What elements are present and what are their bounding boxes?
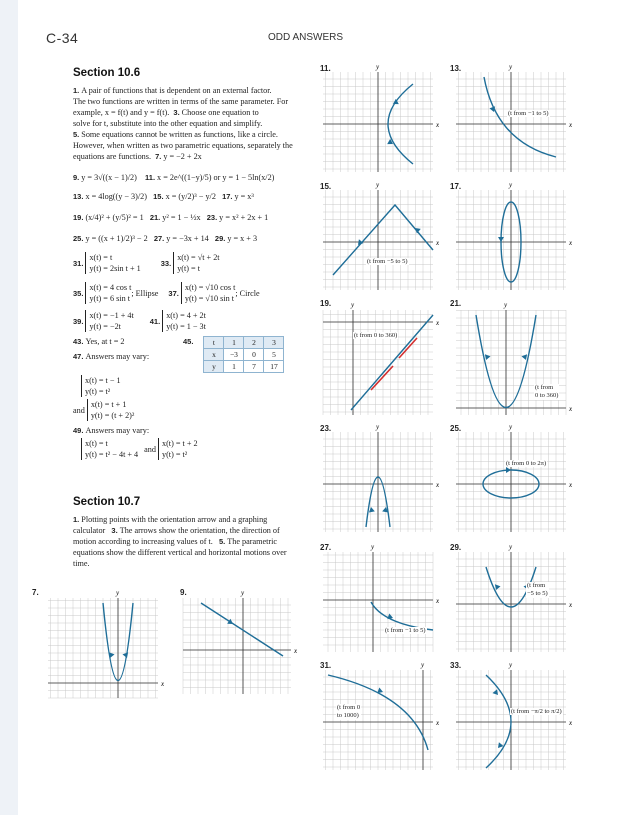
x-axis-label: x <box>569 239 573 247</box>
answer-45-table: t 1 2 3 x −3 0 5 y 1 7 17 <box>203 336 284 373</box>
x-axis-label: x <box>436 121 440 129</box>
x-axis-label: x <box>436 481 440 489</box>
section-10-6 <box>73 68 325 460</box>
answer-47: x(t) = t − 1 y(t) = t² and x(t) = t + 1 y(t) = (t + 2)² <box>73 375 325 421</box>
y-axis-label: y <box>376 63 380 71</box>
graph-27-note: (t from −1 to 5) <box>385 627 426 634</box>
orientation-arrow <box>498 237 504 242</box>
x-axis-label: x <box>436 239 440 247</box>
x-axis-label: x <box>161 680 165 688</box>
y-axis-label: y <box>509 63 513 71</box>
highlight-segment <box>371 366 393 390</box>
answers-13-17: 13. x = 4log((y − 3)/2) 15. x = (y/2)³ − y/2 17. y = x³ <box>73 192 254 201</box>
y-axis-label: y <box>116 589 120 597</box>
y-axis-label: y <box>351 301 355 309</box>
orientation-arrow <box>107 652 114 659</box>
y-axis-label: y <box>376 423 380 431</box>
answer-1: 1. A pair of functions that is dependent on an external factor. The two functions are written in terms of the same parameter. For example, x = f(t) and y = f(t). 3. Choose one equation to solve for t, substitute into the other equation and simplify. 5. Some equations cannot be written as functions, like a circle. However, when written as two parametric equations, separately the equations are functions. 7. y = −2 + 2x <box>73 86 293 161</box>
graph-13-label: 13. <box>450 64 462 73</box>
y-axis-label: y <box>241 589 245 597</box>
y-axis-label: y <box>421 661 425 669</box>
graph-9 <box>183 589 298 694</box>
graph-21-label: 21. <box>450 299 462 308</box>
graph-29-label: 29. <box>450 543 462 552</box>
page-title: ODD ANSWERS <box>268 32 344 43</box>
y-axis-label: y <box>371 543 375 551</box>
graph-29-note: (t from −5 to 5) <box>527 582 548 597</box>
answer-49: 49. Answers may vary: x(t) = t y(t) = t² − 4t + 4 and x(t) = t + 2 y(t) = t² <box>73 426 198 459</box>
y-axis-label: y <box>376 181 380 189</box>
highlight-segment <box>399 338 417 358</box>
graph-31-note: (t from 0 to 1000) <box>337 704 361 719</box>
answers-1-5: 1. Plotting points with the orientation arrow and a graphing calculator 3. The arrows show the orientation, the direction of motion according to increasing values of t. 5. The parametric equations show the different vertical and horizontal motions over time. <box>73 515 287 568</box>
x-axis-label: x <box>294 647 298 655</box>
curve-33 <box>486 675 511 768</box>
graph-19-note: (t from 0 to 360) <box>354 332 398 339</box>
page <box>18 0 630 815</box>
y-axis-label: y <box>509 543 513 551</box>
graph-27-label: 27. <box>320 543 332 552</box>
graph-7 <box>48 589 165 698</box>
graph-21-note: (t from 0 to 360) <box>535 384 559 399</box>
graph-17-label: 17. <box>450 182 462 191</box>
graph-11-label: 11. <box>320 64 331 73</box>
x-axis-label: x <box>569 405 573 413</box>
x-axis-label: x <box>569 719 573 727</box>
graph-33-note: (t from −π/2 to π/2) <box>511 708 562 715</box>
x-axis-label: x <box>569 121 573 129</box>
graph-23-label: 23. <box>320 424 332 433</box>
section-title: Section 10.7 <box>73 496 141 508</box>
graph-19-label: 19. <box>320 299 332 308</box>
x-axis-label: x <box>569 481 573 489</box>
answers-25-29: 25. y = ((x + 1)/2)³ − 2 27. y = −3x + 14 29. y = x + 3 <box>73 234 258 243</box>
orientation-arrow <box>506 467 511 473</box>
x-axis-label: x <box>569 601 573 609</box>
answers-43-45: 43. Yes, at t = 2 47. Answers may vary: 45. t 1 2 3 x −3 0 5 y 1 7 17 <box>73 336 325 373</box>
graph-25-label: 25. <box>450 424 462 433</box>
graph-25-note: (t from 0 to 2π) <box>506 460 547 467</box>
section-title: Section 10.6 <box>73 67 141 79</box>
x-axis-label: x <box>436 597 440 605</box>
curve-9 <box>201 603 283 656</box>
curve-13 <box>484 77 556 157</box>
x-axis-label: x <box>436 719 440 727</box>
graph-13-note: (t from −1 to 5) <box>508 110 549 117</box>
y-axis-label: y <box>504 301 508 309</box>
y-axis-label: y <box>509 181 513 189</box>
y-axis-label: y <box>509 423 513 431</box>
page-number: C-34 <box>46 30 79 46</box>
answers-19-23: 19. (x/4)² + (y/5)² = 1 21. y² = 1 − ½x 23. y = x² + 2x + 1 <box>73 213 269 222</box>
graph-15-label: 15. <box>320 182 332 191</box>
x-axis-label: x <box>436 319 440 327</box>
y-axis-label: y <box>509 661 513 669</box>
answers-9-11: 9. y = 3√((x − 1)/2) 11. x = 2e^((1−y)/5) or y = 1 − 5ln(x/2) <box>73 173 275 182</box>
answers-35-37: 35. x(t) = 4 cos t y(t) = 6 sin t ; Ellipse 37. x(t) = √10 cos t y(t) = √10 sin t ; Circle <box>73 283 260 303</box>
graph-15-note: (t from −5 to 5) <box>367 258 408 265</box>
graph-33-label: 33. <box>450 661 462 670</box>
graph-31-label: 31. <box>320 661 332 670</box>
section-10-7 <box>73 497 325 569</box>
answers-31-33: 31. x(t) = t y(t) = 2sin t + 1 33. x(t) = √t + 2t y(t) = t <box>73 253 220 273</box>
graph-7-label: 7. <box>32 588 39 597</box>
answers-39-41: 39. x(t) = −1 + 4t y(t) = −2t 41. x(t) = 4 + 2t y(t) = 1 − 3t <box>73 311 206 331</box>
graph-9-label: 9. <box>180 588 187 597</box>
